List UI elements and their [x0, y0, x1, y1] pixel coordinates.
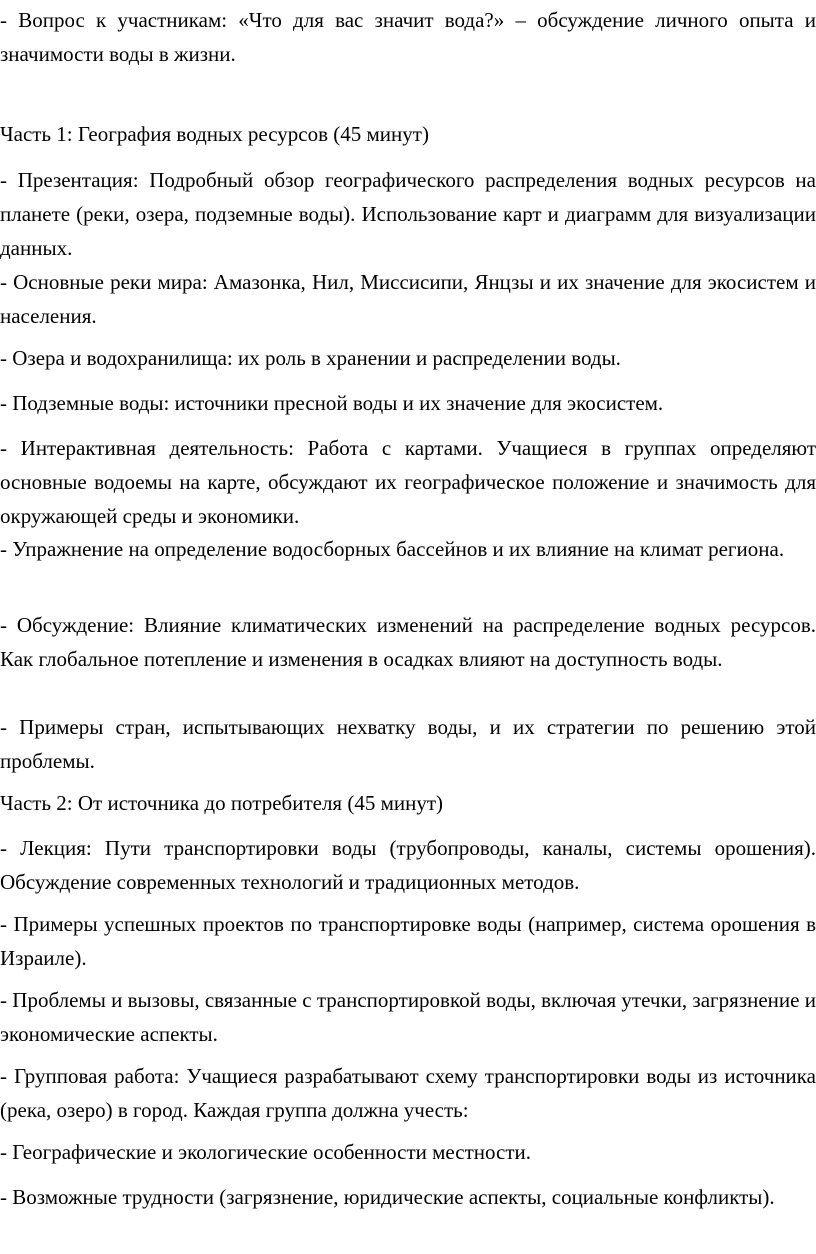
paragraph-presentation: - Презентация: Подробный обзор географического распределения водных ресурсов на планете (реки, озера, подземные воды). Использование карт и диаграмм для визуализации данных. [0, 168, 816, 260]
heading-part-1: Часть 1: География водных ресурсов (45 минут) [0, 122, 429, 146]
paragraph-lecture: - Лекция: Пути транспортировки воды (трубопроводы, каналы, системы орошения). Обсуждение современных технологий и традиционных методов. [0, 836, 816, 894]
paragraph-lakes-reservoirs: - Озера и водохранилища: их роль в хранении и распределении воды. [0, 346, 621, 370]
paragraph-watershed-exercise: - Упражнение на определение водосборных бассейнов и их влияние на климат региона. [0, 537, 785, 561]
paragraph-interactive-activity: - Интерактивная деятельность: Работа с картами. Учащиеся в группах определяют основные водоемы на карте, обсуждают их географическое положение и значимость для окружающей среды и экономики. [0, 436, 816, 528]
paragraph-successful-projects: - Примеры успешных проектов по транспортировке воды (например, система орошения в Израиле). [0, 912, 816, 970]
paragraph-geographic-features: - Географические и экологические особенности местности. [0, 1140, 531, 1164]
paragraph-discussion-climate: - Обсуждение: Влияние климатических изменений на распределение водных ресурсов. Как глобальное потепление и изменения в осадках влияют на доступность воды. [0, 613, 816, 671]
paragraph-group-work: - Групповая работа: Учащиеся разрабатывают схему транспортировки воды из источника (река, озеро) в город. Каждая группа должна учесть: [0, 1064, 816, 1122]
paragraph-transport-problems: - Проблемы и вызовы, связанные с транспортировкой воды, включая утечки, загрязнение и экономические аспекты. [0, 988, 816, 1046]
paragraph-possible-difficulties: - Возможные трудности (загрязнение, юридические аспекты, социальные конфликты). [0, 1185, 775, 1209]
paragraph-major-rivers: - Основные реки мира: Амазонка, Нил, Миссисипи, Янцзы и их значение для экосистем и населения. [0, 270, 816, 328]
paragraph-water-shortage-examples: - Примеры стран, испытывающих нехватку воды, и их стратегии по решению этой проблемы. [0, 715, 816, 773]
paragraph-groundwater: - Подземные воды: источники пресной воды и их значение для экосистем. [0, 391, 664, 415]
paragraph-question-to-participants: - Вопрос к участникам: «Что для вас значит вода?» – обсуждение личного опыта и значимости воды в жизни. [0, 8, 816, 66]
heading-part-2: Часть 2: От источника до потребителя (45 минут) [0, 791, 444, 815]
